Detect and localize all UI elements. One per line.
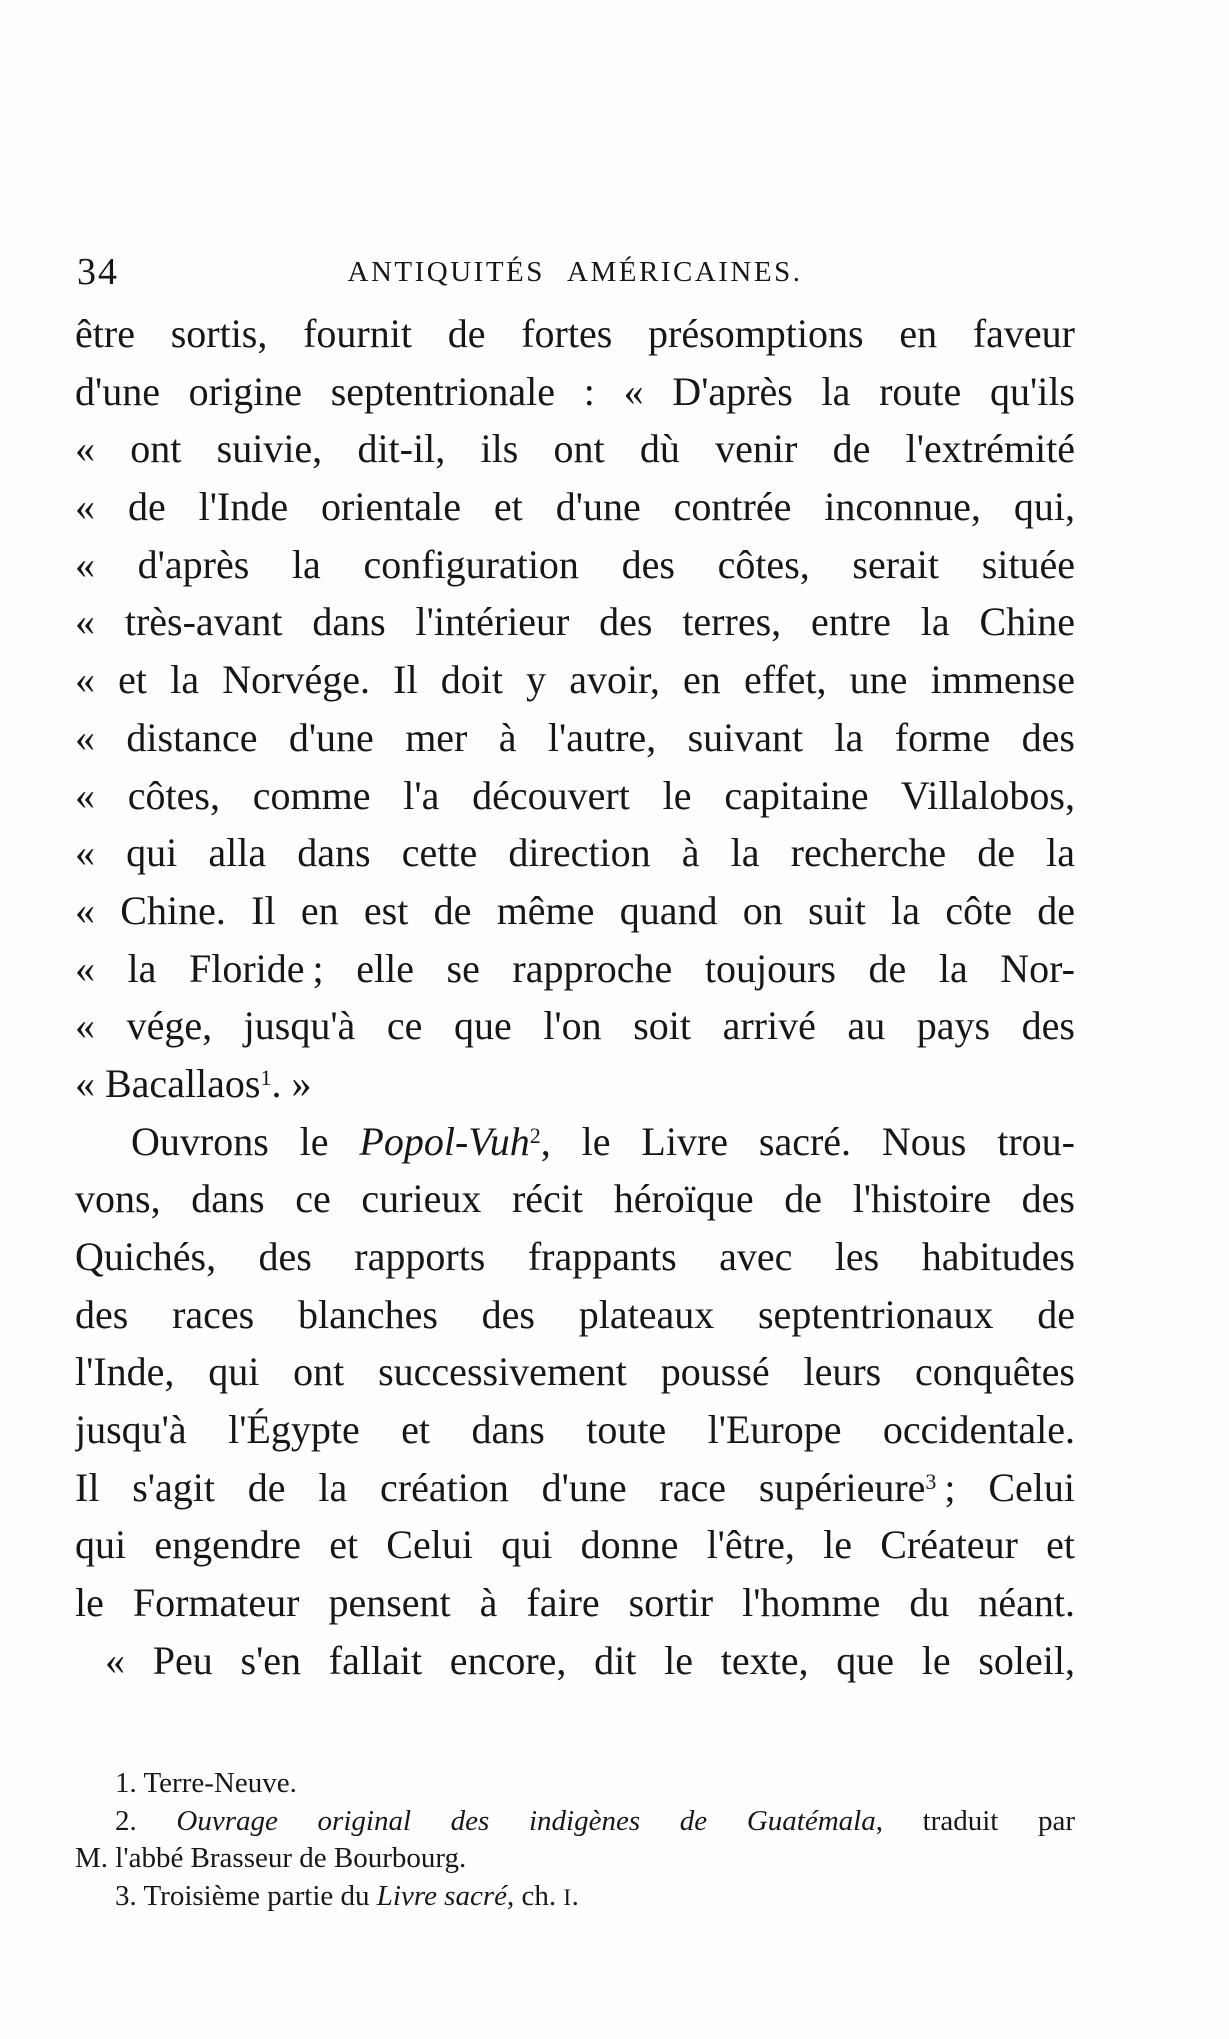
footnote-marker: 3 — [925, 1468, 937, 1494]
text-line — [75, 536, 1075, 594]
text-segment: « d'après la configuration des côtes, serait située — [75, 541, 1075, 587]
text-segment: l'Inde, qui ont successivement poussé leurs conquêtes — [75, 1349, 1075, 1395]
text-segment: M. l'abbé Brasseur de Bourbourg. — [75, 1842, 467, 1875]
body-text — [75, 305, 1075, 1690]
text-segment: , ch. — [507, 1879, 564, 1912]
text-line — [75, 1803, 1075, 1841]
text-line — [75, 305, 1075, 363]
running-title: ANTIQUITÉS AMÉRICAINES. — [347, 256, 803, 288]
text-line — [75, 1401, 1075, 1459]
text-line — [75, 1878, 1075, 1916]
text-segment: , traduit par — [875, 1804, 1075, 1837]
text-line — [75, 420, 1075, 478]
text-segment: Il s'agit de la création d'une race supérieure — [75, 1464, 926, 1510]
text-line — [75, 1228, 1075, 1286]
text-line — [75, 940, 1075, 998]
text-line — [75, 1516, 1075, 1574]
text-segment: ; Celui — [936, 1464, 1075, 1510]
text-line — [75, 882, 1075, 940]
footnotes-block — [75, 1765, 1075, 1915]
text-line — [75, 997, 1075, 1055]
text-line — [75, 1765, 1075, 1803]
text-line — [75, 363, 1075, 421]
text-segment: . — [571, 1879, 579, 1912]
text-segment: « très-avant dans l'intérieur des terres, entre la Chine — [75, 599, 1075, 645]
text-line — [75, 1113, 1075, 1171]
text-segment: 3. Troisième partie du — [115, 1879, 377, 1912]
text-segment: 1. Terre-Neuve. — [115, 1767, 297, 1799]
text-segment: I — [563, 1884, 572, 1911]
text-line — [75, 1343, 1075, 1401]
text-segment: « vége, jusqu'à ce que l'on soit arrivé au pays des — [75, 1003, 1075, 1049]
text-segment: . » — [271, 1060, 312, 1106]
text-segment: Ouvrage original des indigènes de Guatémala — [176, 1804, 876, 1837]
text-segment: le Formateur pensent à faire sortir l'homme du néant. — [75, 1580, 1075, 1626]
text-line — [75, 767, 1075, 825]
text-line — [75, 824, 1075, 882]
text-line — [75, 1632, 1075, 1690]
text-line — [75, 1840, 1075, 1878]
text-segment: jusqu'à l'Égypte et dans toute l'Europe occidentale. — [75, 1407, 1075, 1453]
text-segment: Livre sacré — [376, 1879, 507, 1912]
text-line — [75, 593, 1075, 651]
text-segment: « qui alla dans cette direction à la recherche de la — [75, 830, 1075, 876]
text-segment: « Peu s'en fallait encore, dit le texte, que le soleil, — [105, 1637, 1075, 1683]
text-line — [75, 1459, 1075, 1517]
text-segment: « Bacallaos — [75, 1060, 261, 1106]
text-segment: Ouvrons le — [131, 1118, 360, 1164]
text-segment: être sortis, fournit de fortes présomptions en faveur — [75, 311, 1075, 356]
text-segment: « et la Norvége. Il doit y avoir, en effet, une immense — [75, 657, 1075, 703]
text-segment: 2. — [115, 1804, 177, 1837]
text-segment: « Chine. Il en est de même quand on suit la côte de — [75, 887, 1075, 933]
text-line — [75, 709, 1075, 767]
text-segment: vons, dans ce curieux récit héroïque de l'histoire des — [75, 1176, 1075, 1222]
text-segment: « côtes, comme l'a découvert le capitaine Villalobos, — [75, 772, 1075, 818]
footnote-marker: 1 — [260, 1064, 272, 1090]
text-segment: d'une origine septentrionale : « D'après la route qu'ils — [75, 368, 1075, 414]
text-line — [75, 1170, 1075, 1228]
text-line — [75, 1055, 1075, 1113]
text-segment: « ont suivie, dit-il, ils ont dù venir de l'extrémité — [75, 426, 1075, 472]
text-line — [75, 651, 1075, 709]
text-line — [75, 478, 1075, 536]
text-segment: « de l'Inde orientale et d'une contrée inconnue, qui, — [75, 484, 1075, 530]
text-segment: Popol-Vuh — [359, 1118, 530, 1164]
text-line — [75, 1286, 1075, 1344]
page-header — [75, 248, 1075, 294]
text-segment: « la Floride ; elle se rapproche toujours de la Nor- — [75, 945, 1075, 991]
text-line — [75, 1574, 1075, 1632]
text-segment: Quichés, des rapports frappants avec les habitudes — [75, 1234, 1075, 1279]
text-segment: qui engendre et Celui qui donne l'être, le Créateur et — [75, 1522, 1075, 1568]
text-segment: des races blanches des plateaux septentrionaux de — [75, 1291, 1075, 1337]
footnote-marker: 2 — [529, 1122, 541, 1148]
page-number: 34 — [77, 251, 119, 293]
text-segment: , le Livre sacré. Nous trou- — [540, 1118, 1075, 1164]
text-segment: « distance d'une mer à l'autre, suivant la forme des — [75, 714, 1075, 760]
